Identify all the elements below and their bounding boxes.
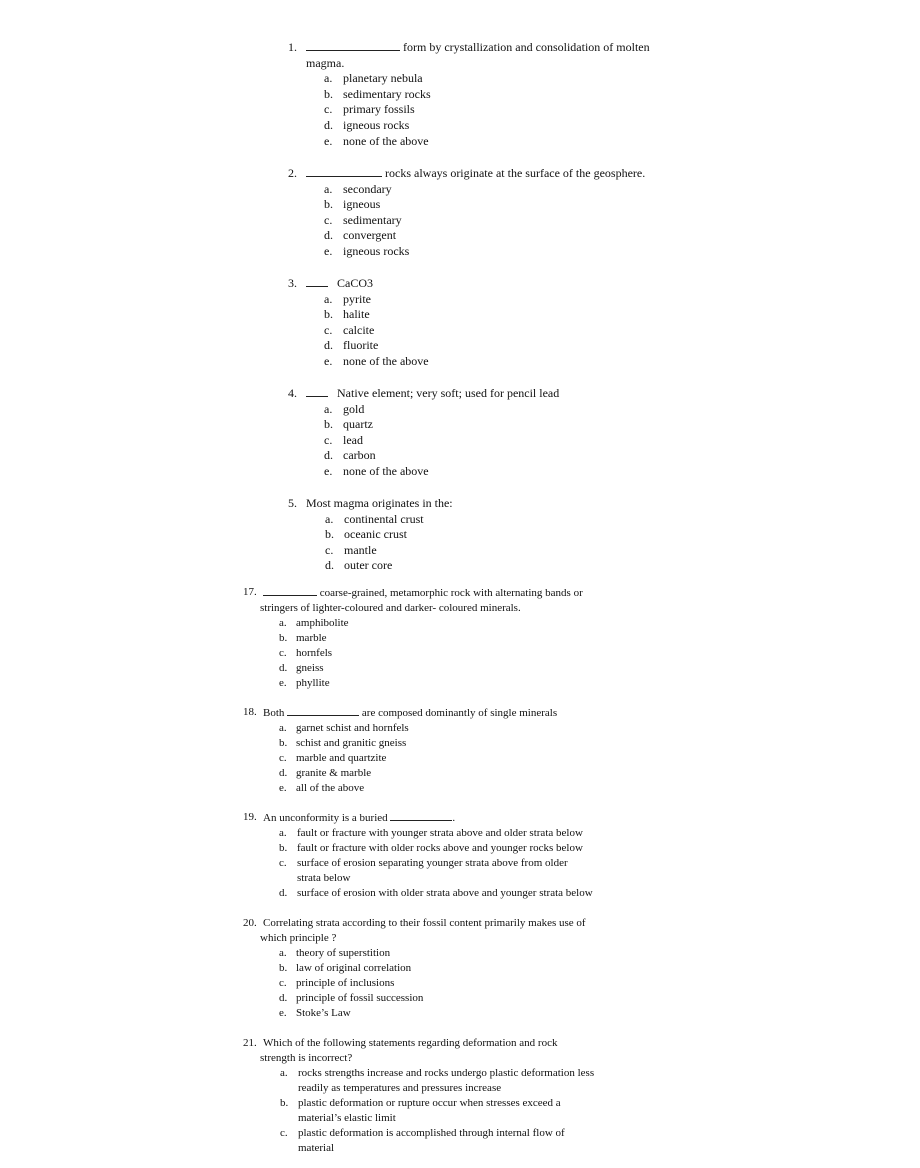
option-text: gneiss xyxy=(296,662,324,674)
option xyxy=(279,841,619,856)
option-text: granite & marble xyxy=(296,767,372,779)
option xyxy=(324,87,678,103)
answer-blank xyxy=(306,40,400,51)
option-letter: e. xyxy=(324,133,333,148)
option xyxy=(324,323,678,339)
option xyxy=(279,766,623,781)
option-text: convergent xyxy=(343,228,397,243)
option-letter: c. xyxy=(280,1127,288,1139)
option-letter: c. xyxy=(279,857,287,869)
option-letter: d. xyxy=(279,992,288,1004)
question-text: Both xyxy=(263,707,285,719)
option-text: igneous xyxy=(343,197,381,212)
option xyxy=(325,512,678,528)
question-text: rocks always originate at the surface of the geosphere. xyxy=(385,166,646,180)
question-text: Correlating strata according to their fossil content primarily makes use of which principle ? xyxy=(260,917,586,944)
option-text: igneous rocks xyxy=(343,243,410,258)
option-text: theory of superstition xyxy=(296,947,391,959)
option-letter: e. xyxy=(279,1007,287,1019)
question-19 xyxy=(243,810,643,901)
option xyxy=(324,213,678,229)
option xyxy=(324,433,678,449)
option-letter: b. xyxy=(324,417,333,432)
option-letter: a. xyxy=(279,947,287,959)
option-letter: c. xyxy=(324,212,333,227)
option xyxy=(279,721,623,736)
option-letter: a. xyxy=(324,291,333,306)
option xyxy=(324,182,678,198)
option-text: all of the above xyxy=(296,782,365,794)
option-letter: d. xyxy=(324,338,333,353)
option-text: none of the above xyxy=(343,133,429,148)
option xyxy=(279,1006,623,1021)
question-18 xyxy=(243,705,623,796)
question-1 xyxy=(288,40,678,149)
option-letter: c. xyxy=(324,102,333,117)
option-letter: d. xyxy=(324,117,333,132)
option xyxy=(325,527,678,543)
option-letter: a. xyxy=(279,827,287,839)
option-letter: c. xyxy=(279,752,287,764)
question-text: An unconformity is a buried xyxy=(263,812,388,824)
option-letter: a. xyxy=(324,401,333,416)
option xyxy=(324,134,678,150)
option xyxy=(279,751,623,766)
option-letter: a. xyxy=(325,511,334,526)
option xyxy=(324,417,678,433)
option-text: sedimentary xyxy=(343,212,402,227)
option-text: quartz xyxy=(343,417,373,432)
option-text: marble and quartzite xyxy=(296,752,387,764)
option xyxy=(279,646,623,661)
option-letter: e. xyxy=(279,782,287,794)
option-letter: b. xyxy=(280,1097,289,1109)
question-text: . xyxy=(452,812,456,824)
option-text: carbon xyxy=(343,448,376,463)
option xyxy=(324,464,678,480)
option-letter: d. xyxy=(279,767,288,779)
question-number: 5. xyxy=(288,496,297,510)
option-text: fluorite xyxy=(343,338,379,353)
option xyxy=(279,781,623,796)
option-letter: c. xyxy=(279,647,287,659)
option-letter: e. xyxy=(324,353,333,368)
option xyxy=(279,676,623,691)
option xyxy=(279,616,623,631)
option-text: principle of inclusions xyxy=(296,977,395,989)
option xyxy=(279,946,623,961)
option-letter: b. xyxy=(279,632,288,644)
answer-blank xyxy=(306,386,328,397)
option-text: oceanic crust xyxy=(344,527,407,542)
question-text-continued: magma. xyxy=(306,55,345,70)
option xyxy=(280,1126,643,1156)
question-text: Most magma originates in the: xyxy=(306,496,453,510)
question-number: 2. xyxy=(288,166,297,180)
question-number: 3. xyxy=(288,276,297,290)
option xyxy=(325,558,678,574)
question-number: 1. xyxy=(288,40,297,54)
option-text: halite xyxy=(343,307,370,322)
option xyxy=(280,1066,643,1096)
option-text: calcite xyxy=(343,322,375,337)
option-letter: e. xyxy=(324,243,333,258)
option-letter: a. xyxy=(280,1067,288,1079)
option-text: phyllite xyxy=(296,677,330,689)
option-text: lead xyxy=(343,432,363,447)
option-text: continental crust xyxy=(344,511,424,526)
option-text: pyrite xyxy=(343,291,371,306)
option xyxy=(279,661,623,676)
option xyxy=(279,991,623,1006)
question-text: are composed dominantly of single minerals xyxy=(361,707,558,719)
question-17 xyxy=(243,585,623,691)
option-letter: a. xyxy=(324,181,333,196)
option-text: hornfels xyxy=(296,647,333,659)
question-number: 18. xyxy=(243,706,257,718)
option-text: planetary nebula xyxy=(343,71,423,86)
option xyxy=(324,292,678,308)
option-letter: e. xyxy=(279,677,287,689)
question-number: 4. xyxy=(288,386,297,400)
option-text: surface of erosion with older strata above and younger strata below xyxy=(297,887,593,899)
option-text: marble xyxy=(296,632,327,644)
question-number: 19. xyxy=(243,811,257,823)
option-text: law of original correlation xyxy=(296,962,412,974)
option-text: fault or fracture with younger strata above and older strata below xyxy=(297,827,583,839)
option-text: plastic deformation or rupture occur when stresses exceed a material’s elastic limit xyxy=(298,1097,561,1124)
option xyxy=(279,886,619,901)
option-letter: a. xyxy=(279,617,287,629)
question-text: form by crystallization and consolidation of molten xyxy=(403,40,650,54)
option xyxy=(279,736,623,751)
option-letter: b. xyxy=(279,962,288,974)
option xyxy=(324,244,678,260)
option xyxy=(280,1096,643,1126)
option-letter: c. xyxy=(279,977,287,989)
option-text: outer core xyxy=(344,558,393,573)
question-text: Native element; very soft; used for pencil lead xyxy=(337,386,560,400)
question-text: Which of the following statements regarding deformation and rock strength is incorrect? xyxy=(260,1037,558,1064)
question-21 xyxy=(243,1036,643,1156)
question-number: 21. xyxy=(243,1037,257,1049)
question-number: 20. xyxy=(243,917,257,929)
option xyxy=(324,402,678,418)
option-letter: d. xyxy=(279,887,288,899)
answer-blank xyxy=(390,810,452,821)
option-letter: c. xyxy=(324,432,333,447)
option xyxy=(279,856,619,886)
option-text: sedimentary rocks xyxy=(343,86,431,101)
question-text: coarse-grained, metamorphic rock with alternating bands or xyxy=(319,587,583,599)
option-text: gold xyxy=(343,401,365,416)
option-text: plastic deformation is accomplished through internal flow of material xyxy=(298,1127,565,1154)
option-letter: c. xyxy=(325,542,334,557)
option-text: secondary xyxy=(343,181,392,196)
option-letter: e. xyxy=(324,463,333,478)
option xyxy=(325,543,678,559)
question-3 xyxy=(288,276,678,370)
option-text: surface of erosion separating younger strata above from older strata below xyxy=(297,857,568,884)
answer-blank xyxy=(287,705,359,716)
option-letter: d. xyxy=(324,448,333,463)
option-text: principle of fossil succession xyxy=(296,992,424,1004)
option-letter: d. xyxy=(324,228,333,243)
option-text: mantle xyxy=(344,542,377,557)
option xyxy=(279,961,623,976)
option xyxy=(324,228,678,244)
option xyxy=(324,102,678,118)
question-text-continued: stringers of lighter-coloured and darker- coloured minerals. xyxy=(260,602,521,614)
answer-blank xyxy=(306,276,328,287)
question-20 xyxy=(243,916,623,1021)
option-text: rocks strengths increase and rocks undergo plastic deformation less readily as temperatures and pressures increase xyxy=(298,1067,595,1094)
option xyxy=(324,118,678,134)
option-letter: b. xyxy=(324,86,333,101)
question-4 xyxy=(288,386,678,480)
option-text: igneous rocks xyxy=(343,117,410,132)
option-text: primary fossils xyxy=(343,102,415,117)
answer-blank xyxy=(306,166,382,177)
option xyxy=(279,631,623,646)
question-text: CaCO3 xyxy=(337,276,373,290)
option xyxy=(324,448,678,464)
option-letter: d. xyxy=(279,662,288,674)
option-letter: b. xyxy=(279,737,288,749)
option-text: Stoke’s Law xyxy=(296,1007,351,1019)
option-letter: b. xyxy=(279,842,288,854)
option xyxy=(324,338,678,354)
option-letter: a. xyxy=(324,71,333,86)
option xyxy=(324,71,678,87)
option-text: garnet schist and hornfels xyxy=(296,722,409,734)
option xyxy=(279,826,619,841)
option-text: none of the above xyxy=(343,353,429,368)
option xyxy=(279,976,623,991)
question-2 xyxy=(288,166,678,260)
option-text: fault or fracture with older rocks above and younger rocks below xyxy=(297,842,583,854)
option-letter: b. xyxy=(324,307,333,322)
option-letter: d. xyxy=(325,558,334,573)
question-5 xyxy=(288,496,678,574)
option-letter: a. xyxy=(279,722,287,734)
option xyxy=(324,307,678,323)
option-text: none of the above xyxy=(343,463,429,478)
option xyxy=(324,197,678,213)
option-text: amphibolite xyxy=(296,617,349,629)
option xyxy=(324,354,678,370)
option-letter: b. xyxy=(324,197,333,212)
option-letter: c. xyxy=(324,322,333,337)
question-number: 17. xyxy=(243,586,257,598)
option-text: schist and granitic gneiss xyxy=(296,737,407,749)
option-letter: b. xyxy=(325,527,334,542)
answer-blank xyxy=(263,585,317,596)
